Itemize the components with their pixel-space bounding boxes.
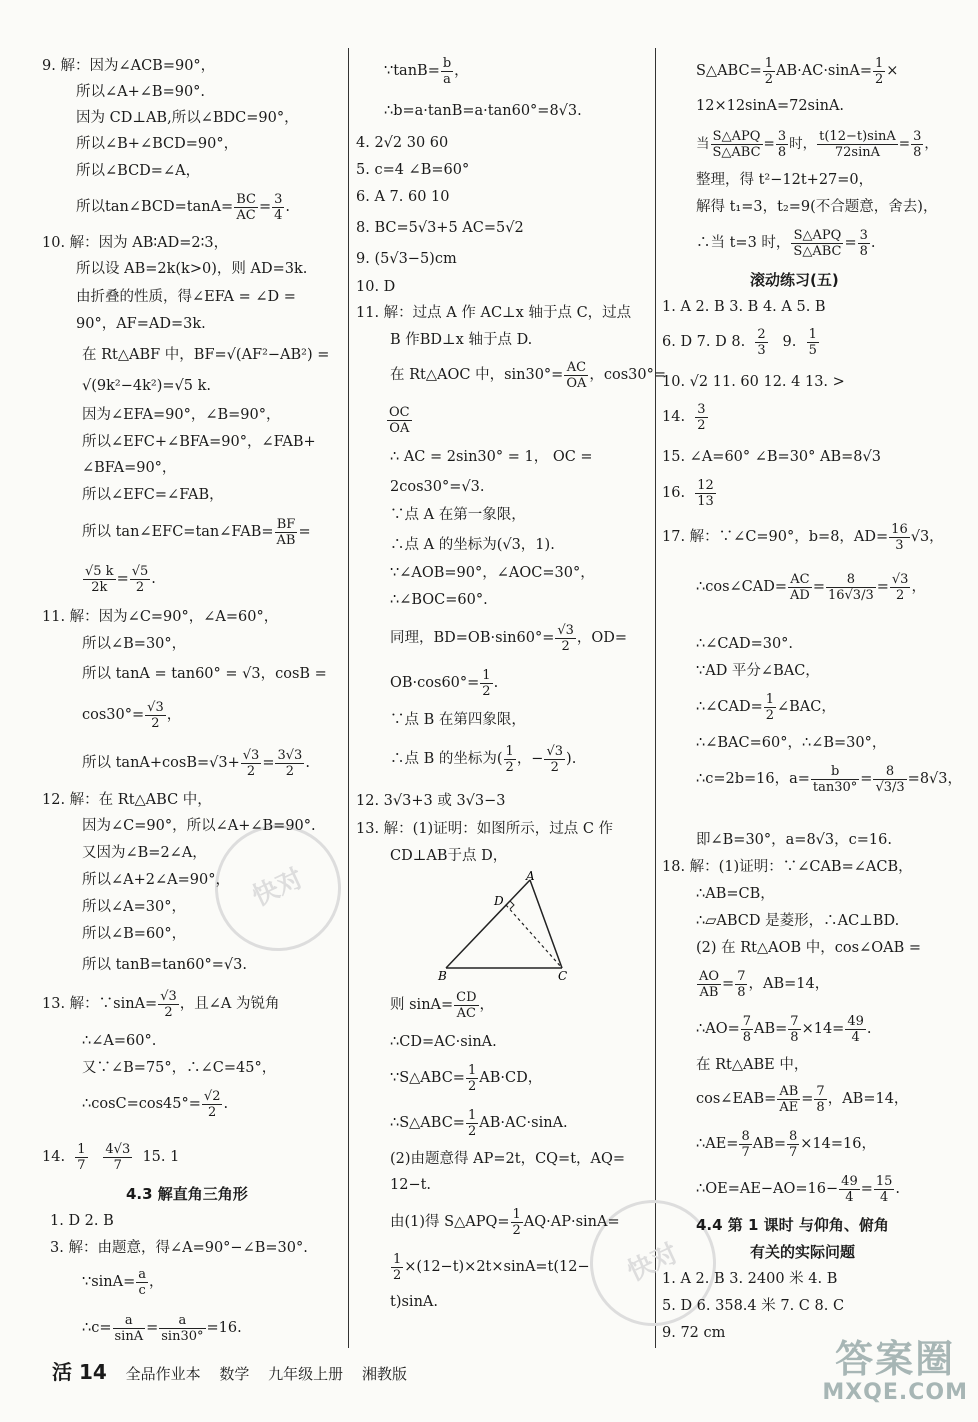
site-watermark: [822, 1338, 968, 1405]
text-line: (2) 在 Rt△AOB 中，cos∠OAB =: [696, 940, 921, 956]
text-line: 所以 tanA = tan60° = √3，cosB =: [82, 666, 327, 682]
fraction: $\frac{3}{4}$: [274, 191, 283, 223]
text-line: 15. ∠A=60° ∠B=30° AB=8√3: [662, 449, 881, 465]
fraction: $\frac{√3}{2}$: [147, 699, 164, 731]
fraction: $\frac{\text{S△APQ}}{\text{S△ABC}}$: [793, 227, 842, 259]
fraction: $\frac{8}{7}$: [789, 1128, 798, 1160]
page-number: 活 14: [52, 1360, 107, 1384]
text-line: 3. 解：由题意，得∠A=90°−∠B=30°.: [50, 1240, 308, 1256]
text-line: ∴点 A 的坐标为(√3，1).: [390, 537, 555, 553]
fraction: $\frac{1}{2}$: [512, 1206, 521, 1238]
fraction: $\frac{√3}{2}$: [242, 747, 260, 779]
text-line: [386, 401, 413, 439]
text-line: 又因为∠B=2∠A，: [82, 845, 207, 861]
text-line: 当 $\frac{\text{S△APQ}}{\text{S△ABC}}$ = $\frac{3}{8}$ 时， $\frac{t(12-t)\sin A}{72\sin A}$ = $\frac{3}{8}$ ，: [696, 129, 938, 160]
text-line: cos30°= $\frac{√3}{2}$ ，: [82, 699, 182, 731]
column-divider-1: [348, 48, 349, 1348]
text-line: 所以 tan∠EFC=tan∠FAB= $\frac{BF}{AB}$ =: [82, 516, 311, 548]
fraction: $\frac{b}{a}$: [442, 55, 452, 87]
text-line: ∴OE=AE−AO=16− $\frac{49}{4}$ = $\frac{15}{4}$ .: [696, 1173, 901, 1205]
fraction: $\frac{7}{8}$: [816, 1083, 825, 1115]
fraction: $\frac{3√3}{2}$: [277, 747, 303, 779]
text-line: 1. D 2. B: [50, 1213, 114, 1229]
text-line: ∴∠A=60°.: [82, 1033, 157, 1049]
fraction: $\frac{AC}{AD}$: [790, 571, 810, 603]
text-line: 所以∠A+∠B=90°.: [76, 84, 206, 100]
watermark-url: MXQE.COM: [822, 1380, 968, 1405]
text-line: $\frac{AO}{AB}$ = $\frac{7}{8}$ ，AB=14，: [699, 968, 830, 1000]
text-line: 所以∠B=60°，: [82, 926, 187, 942]
fraction: $\frac{AB}{AE}$: [779, 1083, 799, 1115]
text-line: 11. 解：因为∠C=90°，∠A=60°，: [42, 609, 279, 625]
text-line: 16. $\frac{12}{13}$: [662, 477, 714, 509]
fraction: $\frac{7}{8}$: [737, 968, 746, 1000]
text-line: 17. 解：∵∠C=90°，b=8，AD= $\frac{16}{3}$ √3，: [662, 521, 944, 553]
vertex-label-b: B: [438, 969, 447, 983]
text-line: ∴▱ABCD 是菱形，∴AC⊥BD.: [696, 913, 900, 929]
text-line: S△ABC= $\frac{1}{2}$ AB·AC·sinA= $\frac{1}{2}$ ×: [696, 55, 899, 87]
text-line: 12. 3√3+3 或 3√3−3: [356, 793, 506, 809]
fraction: $\frac{8}{7}$: [741, 1128, 750, 1160]
fraction: $\frac{12}{13}$: [697, 477, 714, 509]
fraction: $\frac{1}{7}$: [77, 1141, 86, 1173]
text-line: 12. 解：在 Rt△ABC 中，: [42, 792, 212, 808]
fraction: $\frac{1}{2}$: [467, 1107, 477, 1139]
text-line: ∴c=2b=16，a= $\frac{b}{\tan 30^\circ}$ = $\frac{8}{√3/3}$ =8√3，: [696, 763, 963, 795]
book-title: 全品作业本: [125, 1365, 201, 1383]
edition-label: 湘教版: [361, 1365, 407, 1383]
text-line: 12−t.: [390, 1177, 432, 1193]
fraction: $\frac{√3}{2}$: [557, 622, 574, 654]
section-title: 滚动练习(五): [750, 271, 839, 289]
fraction: $\frac{2}{3}$: [757, 326, 766, 358]
text-line: 10. D: [356, 279, 396, 295]
text-line: ∴AB=CB，: [696, 886, 775, 902]
fraction: $\frac{4√3}{7}$: [105, 1141, 131, 1173]
fraction: $\frac{CD}{AC}$: [456, 989, 477, 1021]
text-line: ∴∠CAD= $\frac{1}{2}$ ∠BAC，: [696, 691, 836, 723]
text-line: 因为∠C=90°，所以∠A+∠B=90°.: [82, 818, 316, 834]
fraction: $\frac{49}{4}$: [847, 1013, 864, 1045]
text-line: 所以设 AB=2k(k>0)，则 AD=3k.: [76, 261, 308, 277]
fraction: $\frac{49}{4}$: [841, 1173, 858, 1205]
text-line: 所以 tanB=tan60°=√3.: [82, 957, 247, 973]
text-line: t)sinA.: [390, 1294, 438, 1310]
fraction: $\frac{1}{2}$: [764, 55, 774, 87]
vertex-label-d: D: [494, 894, 504, 908]
text-line: 12×12sinA=72sinA.: [696, 98, 845, 114]
fraction: $\frac{8}{16√3/3}$: [827, 571, 874, 603]
fraction: $\frac{1}{2}$: [505, 743, 514, 775]
text-line: ∵S△ABC= $\frac{1}{2}$ AB·CD，: [390, 1062, 543, 1094]
text-line: 所以∠BCD=∠A，: [76, 163, 201, 179]
fraction: $\frac{√2}{2}$: [203, 1088, 221, 1120]
text-line: 因为∠EFA=90°，∠B=90°，: [82, 407, 281, 423]
fraction: $\frac{3}{8}$: [777, 129, 787, 160]
fraction: $\frac{√5}{2}$: [131, 563, 149, 595]
fraction: $\frac{3}{8}$: [913, 129, 922, 160]
text-line: 90°，AF=AD=3k.: [76, 316, 206, 332]
text-line: $\frac{1}{2}$ ×(12−t)×2t×sinA=t(12−: [393, 1251, 590, 1283]
fraction: $\frac{1}{2}$: [874, 55, 884, 87]
text-line: 4. 2√2 30 60: [356, 135, 449, 151]
text-line: 2cos30°=√3.: [390, 479, 485, 495]
text-line: 所以∠B+∠BCD=90°，: [76, 136, 239, 152]
fraction: $\frac{\text{S△APQ}}{\text{S△ABC}}$: [712, 129, 761, 160]
text-line: 又∵∠B=75°，∴∠C=45°，: [82, 1060, 277, 1076]
text-line: ∴S△ABC= $\frac{1}{2}$ AB·AC·sinA.: [390, 1107, 568, 1139]
text-line: ∠BFA=90°，: [82, 460, 177, 476]
text-line: 由折叠的性质，得∠EFA = ∠D =: [76, 289, 296, 305]
text-line: 同理，BD=OB·sin60°= $\frac{√3}{2}$ ，OD=: [390, 622, 628, 654]
fraction: $\frac{1}{2}$: [467, 1062, 477, 1094]
text-line: 所以∠A=30°，: [82, 899, 186, 915]
text-line: ∴cos∠CAD= $\frac{AC}{AD}$ = $\frac{8}{16√3/3}$ = $\frac{√3}{2}$ ，: [696, 571, 926, 603]
text-line: ∵点 B 在第四象限，: [390, 712, 526, 728]
fraction: $\frac{1}{5}$: [808, 326, 817, 358]
text-line: ∴cosC=cos45°= $\frac{√2}{2}$ .: [82, 1088, 229, 1120]
fraction: $\frac{1}{2}$: [482, 667, 491, 699]
fraction: $\frac{√3}{2}$: [160, 988, 177, 1020]
column-divider-2: [655, 48, 656, 1348]
text-line: 在 Rt△ABE 中，: [696, 1057, 809, 1073]
text-line: ∵sinA= $\frac{a}{c}$ ，: [82, 1266, 164, 1298]
text-line: 1. A 2. B 3. 2400 米 4. B: [662, 1271, 838, 1287]
fraction: $\frac{15}{4}$: [875, 1173, 893, 1205]
text-line: 所以 tanA+cosB=√3+ $\frac{√3}{2}$ = $\frac{3√3}{2}$ .: [82, 747, 310, 779]
text-line: ∵AD 平分∠BAC，: [696, 663, 820, 679]
text-line: 10. √2 11. 60 12. 4 13. >: [662, 374, 845, 390]
text-line: 所以∠A+2∠A=90°，: [82, 872, 230, 888]
section-title: 4.3 解直角三角形: [126, 1185, 248, 1203]
text-line: 由(1)得 S△APQ= $\frac{1}{2}$ AQ·AP·sinA=: [390, 1206, 620, 1238]
fraction: $\frac{b}{\tan 30^\circ}$: [812, 763, 858, 795]
text-line: ∴AO= $\frac{7}{8}$ AB= $\frac{7}{8}$ ×14= $\frac{49}{4}$ .: [696, 1013, 872, 1045]
answer-column-1: [42, 0, 342, 1345]
fraction: $\frac{7}{8}$: [742, 1013, 752, 1045]
fraction: $\frac{OC}{OA}$: [389, 404, 410, 436]
text-line: 14. $\frac{1}{7}$ $\frac{4√3}{7}$ 15. 1: [42, 1141, 180, 1173]
fraction: $\frac{AO}{AB}$: [699, 968, 720, 1000]
text-line: ∵tanB= $\frac{b}{a}$ ，: [384, 55, 469, 87]
text-line: CD⊥AB于点 D，: [390, 848, 508, 864]
text-line: 11. 解：过点 A 作 AC⊥x 轴于点 C，过点: [356, 305, 632, 321]
text-line: ∴c= $\frac{a}{\sin A}$ = $\frac{a}{\sin 30^\circ}$ =16.: [82, 1312, 242, 1344]
text-line: B 作BD⊥x 轴于点 D.: [390, 332, 533, 348]
fraction: $\frac{√3}{2}$: [891, 571, 909, 603]
text-line: 在 Rt△AOC 中，sin30°= $\frac{AC}{OA}$ ，cos30°=: [390, 359, 667, 391]
fraction: $\frac{a}{\sin A}$: [114, 1312, 144, 1344]
text-line: ∴∠CAD=30°.: [696, 636, 794, 652]
text-line: 14. $\frac{3}{2}$: [662, 401, 706, 433]
grade-label: 九年级上册: [268, 1365, 344, 1383]
text-line: ∵∠AOB=90°，∠AOC=30°，: [390, 565, 595, 581]
fraction: $\frac{16}{3}$: [891, 521, 908, 553]
text-line: √(9k²−4k²)=√5 k.: [82, 378, 211, 394]
fraction: $\frac{a}{c}$: [138, 1266, 147, 1298]
watermark-seal: 快对: [194, 804, 361, 971]
fraction: $\frac{t(12-t)\sin A}{72\sin A}$: [819, 129, 896, 160]
text-line: 8. BC=5√3+5 AC=5√2: [356, 220, 524, 236]
text-line: 即∠B=30°，a=8√3，c=16.: [696, 832, 892, 848]
text-line: 所以∠EFC+∠BFA=90°，∠FAB+: [82, 434, 316, 450]
text-line: cos∠EAB= $\frac{AB}{AE}$ = $\frac{7}{8}$ ，AB=14，: [696, 1083, 909, 1115]
text-line: 9. (5√3−5)cm: [356, 251, 457, 267]
subject-label: 数学: [219, 1365, 250, 1383]
text-line: ∴∠BOC=60°.: [390, 592, 488, 608]
fraction: $\frac{8}{√3/3}$: [875, 763, 905, 795]
fraction: $\frac{BF}{AB}$: [276, 516, 296, 548]
text-line: 13. 解：∵sinA= $\frac{√3}{2}$ ，且∠A 为锐角: [42, 988, 280, 1020]
text-line: 1. A 2. B 3. B 4. A 5. B: [662, 299, 826, 315]
fraction: $\frac{1}{2}$: [393, 1251, 402, 1283]
text-line: ∴点 B 的坐标为( $\frac{1}{2}$ ，− $\frac{√3}{2}$ ).: [390, 743, 577, 775]
fraction: $\frac{√3}{2}$: [546, 743, 564, 775]
watermark-seal: 快对: [569, 1179, 736, 1346]
vertex-label-c: C: [558, 969, 568, 983]
text-line: 13. 解：(1)证明：如图所示，过点 C 作: [356, 821, 614, 837]
text-line: OB·cos60°= $\frac{1}{2}$ .: [390, 667, 499, 699]
text-line: 所以∠B=30°，: [82, 636, 187, 652]
page-footer: [52, 1356, 421, 1385]
fraction: $\frac{a}{\sin 30^\circ}$: [161, 1312, 204, 1344]
text-line: 解得 t₁=3，t₂=9(不合题意，舍去)，: [696, 199, 938, 215]
text-line: ∵点 A 在第一象限，: [390, 507, 526, 523]
fraction: $\frac{AC}{OA}$: [566, 359, 587, 391]
text-line: ∴当 t=3 时， $\frac{\text{S△APQ}}{\text{S△ABC}}$ = $\frac{3}{8}$ .: [696, 227, 876, 259]
vertex-label-a: A: [526, 870, 535, 883]
text-line: (2)由题意得 AP=2t，CQ=t，AQ=: [390, 1151, 626, 1167]
text-line: 5. c=4 ∠B=60°: [356, 162, 470, 178]
watermark-text: 答案圈: [835, 1337, 956, 1381]
text-line: 18. 解：(1)证明：∵∠CAB=∠ACB，: [662, 859, 913, 875]
fraction: $\frac{3}{2}$: [697, 401, 706, 433]
triangle-figure: [436, 870, 576, 984]
text-line: 在 Rt△ABF 中，BF=√(AF²−AB²) =: [82, 347, 330, 363]
text-line: 6. A 7. 60 10: [356, 189, 450, 205]
text-line: 10. 解：因为 AB∶AD=2∶3，: [42, 235, 229, 251]
text-line: ∴ AC = 2sin30° = 1， OC =: [390, 449, 593, 465]
fraction: $\frac{7}{8}$: [790, 1013, 799, 1045]
fraction: $\frac{1}{2}$: [765, 691, 774, 723]
text-line: 9. 72 cm: [662, 1325, 726, 1341]
text-line: ∴b=a·tanB=a·tan60°=8√3.: [384, 103, 582, 119]
text-line: $\frac{√5 k}{2k}$ = $\frac{√5}{2}$ .: [85, 563, 156, 595]
section-title: 有关的实际问题: [750, 1243, 856, 1261]
text-line: 整理，得 t²−12t+27=0，: [696, 172, 874, 188]
text-line: 则 sinA= $\frac{CD}{AC}$ ，: [390, 989, 495, 1021]
fraction: $\frac{3}{8}$: [859, 227, 868, 259]
text-line: 因为 CD⊥AB,所以∠BDC=90°，: [76, 110, 299, 126]
text-line: 6. D 7. D 8. $\frac{2}{3}$ 9. $\frac{1}{5}$: [662, 326, 817, 358]
answer-column-3: [662, 0, 962, 1345]
fraction: $\frac{BC}{AC}$: [236, 191, 256, 223]
text-line: 5. D 6. 358.4 米 7. C 8. C: [662, 1298, 845, 1314]
section-title: 4.4 第 1 课时 与仰角、俯角: [696, 1216, 889, 1234]
text-line: ∴AE= $\frac{8}{7}$ AB= $\frac{8}{7}$ ×14=16，: [696, 1128, 876, 1160]
text-line: 所以tan∠BCD=tanA= $\frac{BC}{AC}$ = $\frac{3}{4}$ .: [76, 191, 290, 223]
fraction: $\frac{√5 k}{2k}$: [85, 563, 114, 595]
text-line: 所以∠EFC=∠FAB，: [82, 487, 224, 503]
text-line: ∴CD=AC·sinA.: [390, 1034, 497, 1050]
text-line: 9. 解：因为∠ACB=90°，: [42, 58, 216, 74]
text-line: ∴∠BAC=60°，∴∠B=30°，: [696, 735, 887, 751]
